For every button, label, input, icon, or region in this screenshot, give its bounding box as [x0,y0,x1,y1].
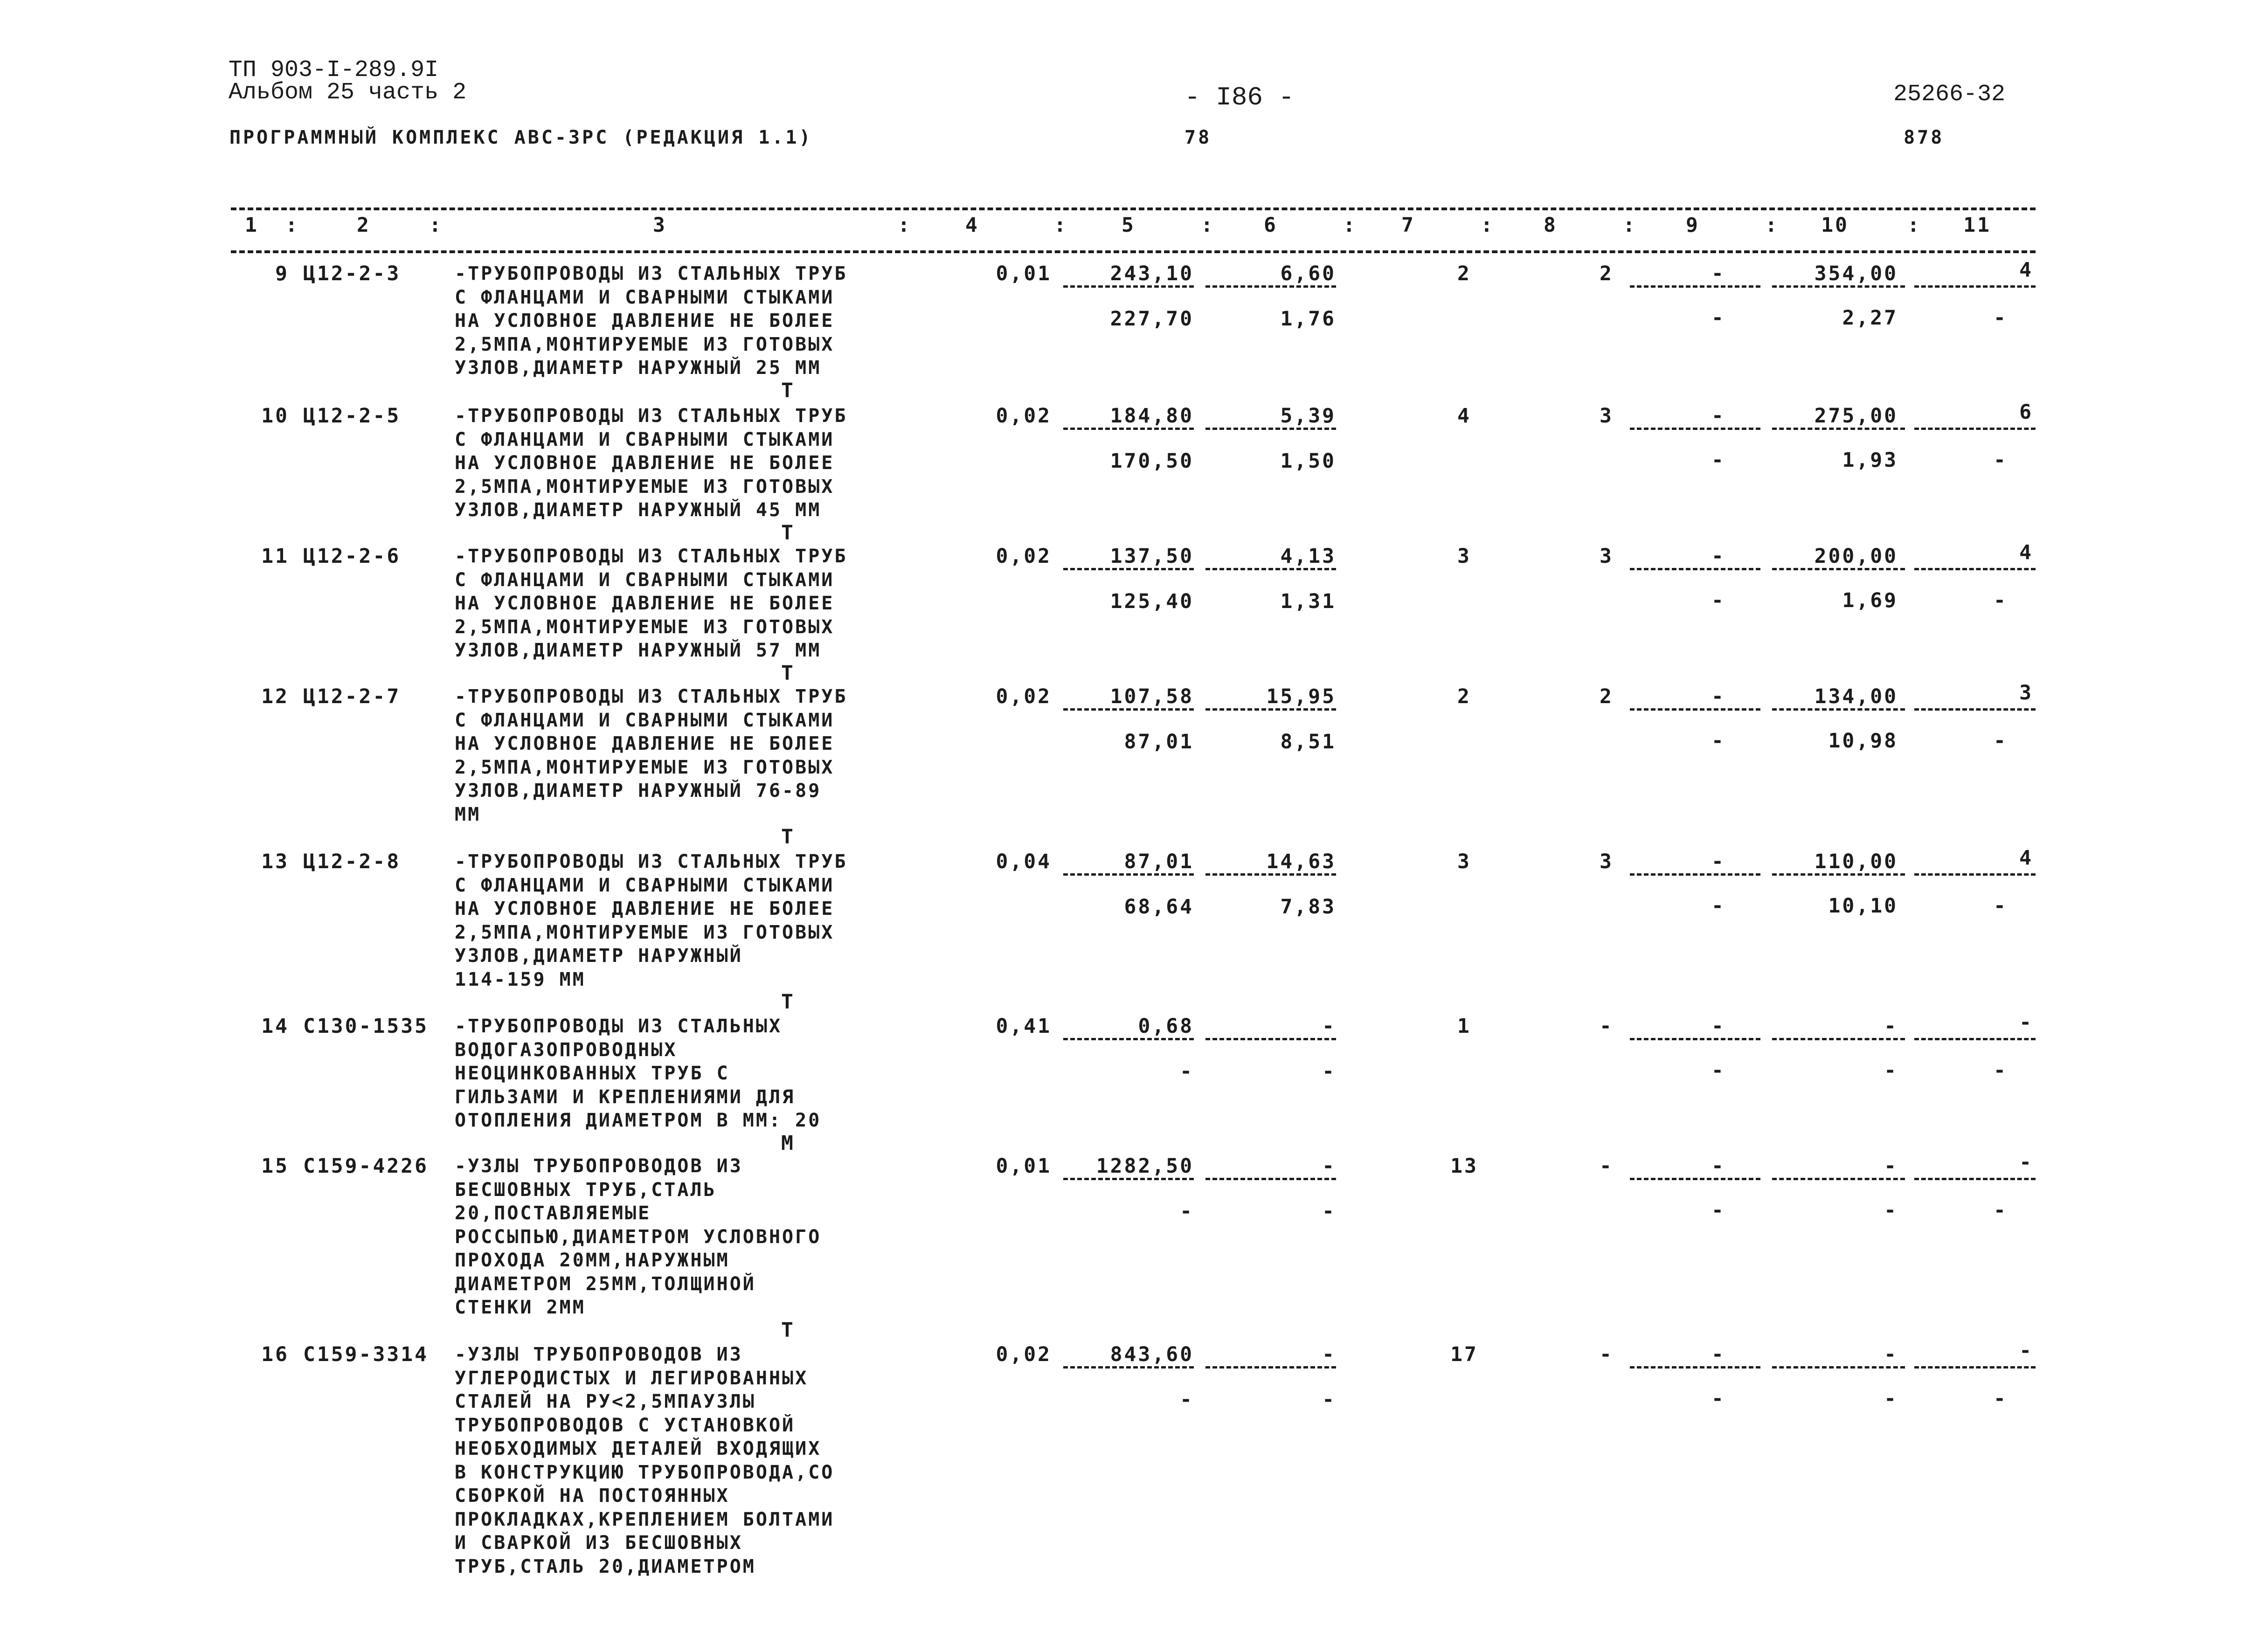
row-description-line: БЕСШОВНЫХ ТРУБ,СТАЛЬ [455,1179,717,1201]
cell-col-6-lower: 8,51 [1280,730,1336,753]
row-description-line: УГЛЕРОДИСТЫХ И ЛЕГИРОВАННЫХ [455,1367,809,1389]
column-separator: : [1481,214,1495,237]
cell-col-11-lower: - [1994,729,2008,753]
cell-col-5-lower: 125,40 [1110,590,1194,613]
row-description-line: ОТОПЛЕНИЯ ДИАМЕТРОМ В ММ: 20 [455,1110,822,1131]
cell-divider-rule [1914,568,2036,570]
cell-divider-rule [1772,1038,1905,1040]
cell-col-9: - [1711,262,1725,285]
row-description-line: -УЗЛЫ ТРУБОПРОВОДОВ ИЗ [455,1155,743,1177]
row-description-line: -УЗЛЫ ТРУБОПРОВОДОВ ИЗ [455,1344,743,1365]
row-description-line: НЕОЦИНКОВАННЫХ ТРУБ С [455,1063,730,1084]
cell-col-10-lower: 1,93 [1842,449,1898,472]
row-number: 13 [261,850,289,873]
cell-col-10: 354,00 [1814,262,1898,285]
album-label: Альбом 25 часть 2 [229,79,467,106]
cell-divider-rule [1772,708,1905,711]
column-separator: : [1054,214,1068,237]
cell-col-4: 0,01 [996,1154,1052,1178]
row-number: 10 [261,404,289,428]
row-description-line: НА УСЛОВНОЕ ДАВЛЕНИЕ НЕ БОЛЕЕ [455,310,835,332]
doc-number: 25266-32 [1893,81,2006,108]
cell-divider-rule [1914,1366,2036,1369]
row-description-line: УЗЛОВ,ДИАМЕТР НАРУЖНЫЙ 76-89 [455,780,822,802]
cell-col-8: 2 [1600,262,1614,285]
cell-divider-rule [1914,285,2036,288]
cell-col-10: 200,00 [1814,545,1898,568]
row-description-line: ДИАМЕТРОМ 25ММ,ТОЛЩИНОЙ [455,1273,756,1295]
cell-divider-rule [1772,428,1905,430]
cell-col-6-lower: - [1322,1200,1336,1223]
cell-col-9-lower: - [1711,1199,1725,1222]
cell-col-10: 110,00 [1814,850,1898,873]
cell-col-10: - [1884,1015,1898,1038]
cell-col-4: 0,01 [996,262,1052,285]
row-description-line: 2,5МПА,МОНТИРУЕМЫЕ ИЗ ГОТОВЫХ [455,921,835,943]
row-description-line: С ФЛАНЦАМИ И СВАРНЫМИ СТЫКАМИ [455,286,835,308]
cell-col-11: - [2019,1151,2033,1174]
row-unit: Т [781,990,795,1014]
cell-divider-rule [1063,568,1194,570]
row-number: 16 [261,1343,289,1366]
cell-col-6: - [1322,1154,1336,1178]
table-top-rule [231,207,2036,210]
cell-col-10: - [1884,1154,1898,1178]
cell-col-5: 843,60 [1110,1343,1194,1366]
row-description-line: УЗЛОВ,ДИАМЕТР НАРУЖНЫЙ [455,945,743,967]
cell-col-7: 2 [1457,685,1471,708]
cell-col-8: 2 [1600,685,1614,708]
row-description-line: ТРУБОПРОВОДОВ С УСТАНОВКОЙ [455,1414,796,1436]
column-header-5: 5 [1122,214,1136,237]
column-header-9: 9 [1686,214,1700,237]
cell-divider-rule [1205,568,1336,570]
row-description-line: В КОНСТРУКЦИЮ ТРУБОПРОВОДА,СО [455,1461,835,1483]
cell-divider-rule [1063,1366,1194,1369]
cell-divider-rule [1772,1178,1905,1180]
cell-divider-rule [1063,708,1194,711]
cell-divider-rule [1063,1178,1194,1180]
cell-col-8: 3 [1600,404,1614,428]
cell-col-9: - [1711,850,1725,873]
cell-col-9-lower: - [1711,589,1725,612]
row-description-line: ВОДОГАЗОПРОВОДНЫХ [455,1039,678,1061]
cell-divider-rule [1063,873,1194,876]
cell-col-4: 0,02 [996,1343,1052,1366]
row-number: 9 [275,262,289,285]
row-description-line: И СВАРКОЙ ИЗ БЕСШОВНЫХ [455,1532,743,1554]
cell-col-11: - [2019,1339,2033,1362]
cell-col-7: 17 [1450,1343,1478,1366]
row-description-line: С ФЛАНЦАМИ И СВАРНЫМИ СТЫКАМИ [455,429,835,450]
cell-col-10-lower: - [1884,1387,1898,1410]
row-description-line: 2,5МПА,МОНТИРУЕМЫЕ ИЗ ГОТОВЫХ [455,333,835,355]
row-description-line: ПРОКЛАДКАХ,КРЕПЛЕНИЕМ БОЛТАМИ [455,1508,835,1530]
table-header-rule [231,250,2036,253]
cell-col-9-lower: - [1711,1059,1725,1082]
cell-col-6-lower: 7,83 [1280,895,1336,919]
cell-col-7: 2 [1457,262,1471,285]
row-description-line: СТЕНКИ 2ММ [455,1297,586,1318]
cell-col-4: 0,41 [996,1015,1052,1038]
row-description-line: НА УСЛОВНОЕ ДАВЛЕНИЕ НЕ БОЛЕЕ [455,593,835,614]
column-header-4: 4 [965,214,979,237]
cell-col-9: - [1711,545,1725,568]
row-code: С159-4226 [303,1154,429,1178]
cell-divider-rule [1772,1366,1905,1369]
column-separator: : [1907,214,1921,237]
doc-code: ТП 903-I-289.9I [229,57,439,83]
row-unit: Т [781,661,795,685]
row-description-line: УЗЛОВ,ДИАМЕТР НАРУЖНЫЙ 57 ММ [455,640,822,661]
column-separator: : [1623,214,1637,237]
cell-divider-rule [1914,428,2036,430]
column-separator: : [1201,214,1215,237]
cell-divider-rule [1205,285,1336,288]
cell-col-8: 3 [1600,545,1614,568]
cell-col-10-lower: - [1884,1059,1898,1082]
cell-divider-rule [1205,708,1336,711]
row-description-line: -ТРУБОПРОВОДЫ ИЗ СТАЛЬНЫХ ТРУБ [455,686,848,707]
cell-col-11: 4 [2019,846,2033,870]
row-code: С159-3314 [303,1343,429,1366]
column-header-10: 10 [1821,214,1849,237]
cell-col-8: 3 [1600,850,1614,873]
cell-col-10-lower: 1,69 [1842,589,1898,612]
cell-col-5: 137,50 [1110,545,1194,568]
cell-col-9: - [1711,685,1725,708]
cell-col-11-lower: - [1994,589,2008,612]
cell-col-5: 0,68 [1138,1015,1194,1038]
column-separator: : [1343,214,1357,237]
cell-col-6-lower: 1,50 [1280,449,1336,473]
column-separator: : [429,214,443,237]
column-separator: : [1765,214,1779,237]
row-description-line: НА УСЛОВНОЕ ДАВЛЕНИЕ НЕ БОЛЕЕ [455,733,835,754]
cell-col-10-lower: - [1884,1199,1898,1222]
cell-col-7: 3 [1457,545,1471,568]
cell-col-5: 184,80 [1110,404,1194,428]
cell-col-10-lower: 10,10 [1828,894,1898,918]
cell-col-11: 3 [2019,681,2033,705]
row-description-line: С ФЛАНЦАМИ И СВАРНЫМИ СТЫКАМИ [455,569,835,591]
cell-col-5-lower: 227,70 [1110,307,1194,331]
cell-col-11: - [2019,1011,2033,1034]
cell-col-9-lower: - [1711,894,1725,918]
cell-col-4: 0,02 [996,404,1052,428]
cell-col-6-lower: 1,76 [1280,307,1336,331]
cell-col-4: 0,02 [996,545,1052,568]
cell-divider-rule [1630,708,1760,711]
cell-col-6: 5,39 [1280,404,1336,428]
cell-divider-rule [1914,1038,2036,1040]
cell-divider-rule [1063,428,1194,430]
cell-col-8: - [1600,1154,1614,1178]
cell-divider-rule [1630,1178,1760,1180]
row-code: С130-1535 [303,1015,429,1038]
page-number: - I86 - [1184,83,1295,112]
cell-divider-rule [1914,1178,2036,1180]
cell-col-11-lower: - [1994,1199,2008,1222]
row-description-line: УЗЛОВ,ДИАМЕТР НАРУЖНЫЙ 45 ММ [455,499,822,521]
cell-col-11-lower: - [1994,1387,2008,1410]
row-description-line: -ТРУБОПРОВОДЫ ИЗ СТАЛЬНЫХ ТРУБ [455,546,848,567]
cell-col-4: 0,04 [996,850,1052,873]
cell-divider-rule [1205,1178,1336,1180]
cell-col-5-lower: 170,50 [1110,449,1194,473]
row-description-line: 114-159 ММ [455,968,586,990]
row-code: Ц12-2-8 [303,850,401,873]
cell-col-10: - [1884,1343,1898,1366]
cell-col-9: - [1711,1343,1725,1366]
row-description-line: РОССЫПЬЮ,ДИАМЕТРОМ УСЛОВНОГО [455,1226,822,1248]
column-header-1: 1 [245,214,259,237]
column-header-row [0,214,2258,242]
cell-col-5: 87,01 [1124,850,1194,873]
cell-col-11-lower: - [1994,449,2008,472]
sheet-left: 78 [1184,127,1212,148]
row-description-line: 2,5МПА,МОНТИРУЕМЫЕ ИЗ ГОТОВЫХ [455,616,835,638]
cell-divider-rule [1063,285,1194,288]
cell-col-11: 4 [2019,258,2033,282]
cell-divider-rule [1772,285,1905,288]
cell-divider-rule [1630,428,1760,430]
cell-col-6: 14,63 [1266,850,1336,873]
row-description-line: -ТРУБОПРОВОДЫ ИЗ СТАЛЬНЫХ [455,1016,783,1037]
row-description-line: ГИЛЬЗАМИ И КРЕПЛЕНИЯМИ ДЛЯ [455,1086,796,1108]
cell-divider-rule [1205,428,1336,430]
row-description-line: С ФЛАНЦАМИ И СВАРНЫМИ СТЫКАМИ [455,709,835,731]
cell-col-9: - [1711,1015,1725,1038]
column-header-3: 3 [653,214,667,237]
column-header-11: 11 [1963,214,1991,237]
cell-divider-rule [1914,873,2036,876]
row-description-line: 20,ПОСТАВЛЯЕМЫЕ [455,1203,651,1224]
column-separator: : [285,214,299,237]
row-description-line: ПРОХОДА 20ММ,НАРУЖНЫМ [455,1250,730,1271]
row-description-line: -ТРУБОПРОВОДЫ ИЗ СТАЛЬНЫХ ТРУБ [455,405,848,427]
cell-col-11-lower: - [1994,1059,2008,1082]
cell-col-7: 3 [1457,850,1471,873]
cell-divider-rule [1630,1038,1760,1040]
cell-divider-rule [1630,1366,1760,1369]
cell-col-5: 243,10 [1110,262,1194,285]
column-header-2: 2 [357,214,371,237]
cell-col-9-lower: - [1711,449,1725,472]
cell-col-5-lower: - [1180,1060,1194,1083]
cell-col-11-lower: - [1994,306,2008,330]
cell-col-6: 15,95 [1266,685,1336,708]
row-description-line: НЕОБХОДИМЫХ ДЕТАЛЕЙ ВХОДЯЩИХ [455,1438,822,1459]
cell-col-6: - [1322,1015,1336,1038]
row-unit: Т [781,521,795,545]
cell-divider-rule [1772,873,1905,876]
cell-col-9-lower: - [1711,1387,1725,1410]
cell-col-7: 1 [1457,1015,1471,1038]
row-description-line: НА УСЛОВНОЕ ДАВЛЕНИЕ НЕ БОЛЕЕ [455,898,835,919]
row-description-line: УЗЛОВ,ДИАМЕТР НАРУЖНЫЙ 25 ММ [455,357,822,379]
row-code: Ц12-2-6 [303,545,401,568]
row-number: 11 [261,545,289,568]
cell-col-10-lower: 2,27 [1842,306,1898,330]
cell-divider-rule [1205,1038,1336,1040]
cell-col-10-lower: 10,98 [1828,729,1898,753]
sheet-right: 878 [1904,127,1945,148]
row-code: Ц12-2-3 [303,262,401,285]
row-description-line: -ТРУБОПРОВОДЫ ИЗ СТАЛЬНЫХ ТРУБ [455,851,848,872]
cell-divider-rule [1630,285,1760,288]
cell-col-10: 275,00 [1814,404,1898,428]
row-description-line: НА УСЛОВНОЕ ДАВЛЕНИЕ НЕ БОЛЕЕ [455,452,835,474]
cell-col-9-lower: - [1711,729,1725,753]
column-header-6: 6 [1264,214,1278,237]
row-number: 14 [261,1015,289,1038]
cell-divider-rule [1630,873,1760,876]
cell-col-7: 13 [1450,1154,1478,1178]
cell-col-6: 6,60 [1280,262,1336,285]
cell-divider-rule [1063,1038,1194,1040]
cell-col-6-lower: - [1322,1388,1336,1411]
cell-col-5: 1282,50 [1096,1154,1194,1178]
row-description-line: ММ [455,803,481,825]
cell-col-6: 4,13 [1280,545,1336,568]
row-description-line: СБОРКОЙ НА ПОСТОЯННЫХ [455,1485,730,1507]
cell-divider-rule [1914,708,2036,711]
row-code: Ц12-2-5 [303,404,401,428]
cell-col-5-lower: 87,01 [1124,730,1194,753]
cell-col-5: 107,58 [1110,685,1194,708]
row-description-line: 2,5МПА,МОНТИРУЕМЫЕ ИЗ ГОТОВЫХ [455,476,835,498]
cell-col-6-lower: 1,31 [1280,590,1336,613]
cell-col-7: 4 [1457,404,1471,428]
row-unit: Т [781,379,795,402]
cell-col-8: - [1600,1015,1614,1038]
row-code: Ц12-2-7 [303,685,401,708]
cell-col-6-lower: - [1322,1060,1336,1083]
cell-divider-rule [1205,873,1336,876]
row-unit: Т [781,825,795,849]
program-title: ПРОГРАММНЫЙ КОМПЛЕКС АВС-3РС (РЕДАКЦИЯ 1.1) [229,127,813,148]
cell-col-10: 134,00 [1814,685,1898,708]
cell-col-9: - [1711,404,1725,428]
cell-col-9: - [1711,1154,1725,1178]
row-description-line: -ТРУБОПРОВОДЫ ИЗ СТАЛЬНЫХ ТРУБ [455,263,848,284]
cell-col-4: 0,02 [996,685,1052,708]
row-description-line: ТРУБ,СТАЛЬ 20,ДИАМЕТРОМ [455,1555,756,1577]
cell-divider-rule [1205,1366,1336,1369]
cell-col-6: - [1322,1343,1336,1366]
row-description-line: СТАЛЕЙ НА РУ<2,5МПАУЗЛЫ [455,1391,756,1412]
cell-divider-rule [1772,568,1905,570]
cell-col-5-lower: - [1180,1388,1194,1411]
row-description-line: С ФЛАНЦАМИ И СВАРНЫМИ СТЫКАМИ [455,874,835,896]
cell-col-11-lower: - [1994,894,2008,918]
row-number: 12 [261,685,289,708]
column-header-8: 8 [1544,214,1558,237]
cell-col-5-lower: 68,64 [1124,895,1194,919]
cell-col-11: 6 [2019,401,2033,424]
cell-col-11: 4 [2019,541,2033,564]
row-unit: М [781,1131,795,1155]
column-header-7: 7 [1401,214,1415,237]
row-unit: Т [781,1318,795,1342]
cell-divider-rule [1630,568,1760,570]
cell-col-8: - [1600,1343,1614,1366]
column-separator: : [898,214,912,237]
cell-col-5-lower: - [1180,1200,1194,1223]
row-number: 15 [261,1154,289,1178]
row-description-line: 2,5МПА,МОНТИРУЕМЫЕ ИЗ ГОТОВЫХ [455,756,835,778]
cell-col-9-lower: - [1711,306,1725,330]
